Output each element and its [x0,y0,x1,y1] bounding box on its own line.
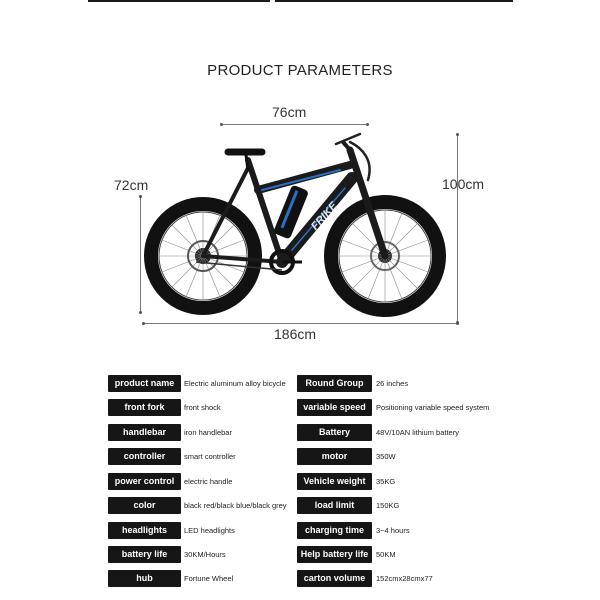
spec-label: variable speed [297,399,372,416]
spec-value: LED headlights [184,526,235,535]
dimension-length: 76cm [272,104,307,120]
page-title: PRODUCT PARAMETERS [207,62,393,79]
spec-row-left [108,522,308,539]
spec-row-left [108,424,308,441]
spec-value: front shock [184,403,221,412]
spec-label: power control [108,473,181,490]
spec-row-left [108,546,308,563]
spec-value: 50KM [376,550,396,559]
spec-label: load limit [297,497,372,514]
frame-logo: FRIKE [308,200,340,233]
spec-row-right [297,522,497,539]
dimension-seat-height: 72cm [114,177,149,193]
spec-value: electric handle [184,477,233,486]
spec-value: smart controller [184,452,236,461]
spec-label: front fork [108,399,181,416]
spec-label: product name [108,375,181,392]
dimension-total-length: 186cm [274,326,317,342]
spec-label: Vehicle weight [297,473,372,490]
spec-value: 26 inches [376,379,409,388]
spec-value: 152cmx28cmx77 [376,574,433,583]
spec-label: battery life [108,546,181,563]
spec-label: headlights [108,522,181,539]
spec-row-left [108,497,308,514]
spec-label: Help battery life [297,546,372,563]
spec-label: motor [297,448,372,465]
spec-row-left [108,375,308,392]
spec-value: black red/black blue/black grey [184,501,287,510]
spec-row-right [297,473,497,490]
spec-row-left [108,448,308,465]
spec-label: handlebar [108,424,181,441]
spec-row-right [297,497,497,514]
spec-label: controller [108,448,181,465]
spec-value: Fortune Wheel [184,574,234,583]
dimension-height: 100cm [442,176,485,192]
spec-value: 350W [376,452,396,461]
spec-label: Round Group [297,375,372,392]
spec-label: charging time [297,522,372,539]
spec-row-left [108,473,308,490]
spec-value: Electric aluminum alloy bicycle [184,379,286,388]
spec-value: 35KG [376,477,396,486]
spec-label: color [108,497,181,514]
spec-row-right [297,399,497,416]
spec-label: Battery [297,424,372,441]
spec-row-left [108,570,308,587]
spec-value: 30KM/Hours [184,550,226,559]
spec-label: carton volume [297,570,372,587]
spec-label: hub [108,570,181,587]
spec-row-right [297,375,497,392]
spec-value: iron handlebar [184,428,232,437]
spec-value: 150KG [376,501,400,510]
spec-row-left [108,399,308,416]
spec-value: 48V/10AN lithium battery [376,428,459,437]
spec-value: 3~4 hours [376,526,410,535]
spec-row-right [297,448,497,465]
spec-row-right [297,546,497,563]
spec-row-right [297,424,497,441]
spec-row-right [297,570,497,587]
spec-value: Positioning variable speed system [376,403,490,412]
